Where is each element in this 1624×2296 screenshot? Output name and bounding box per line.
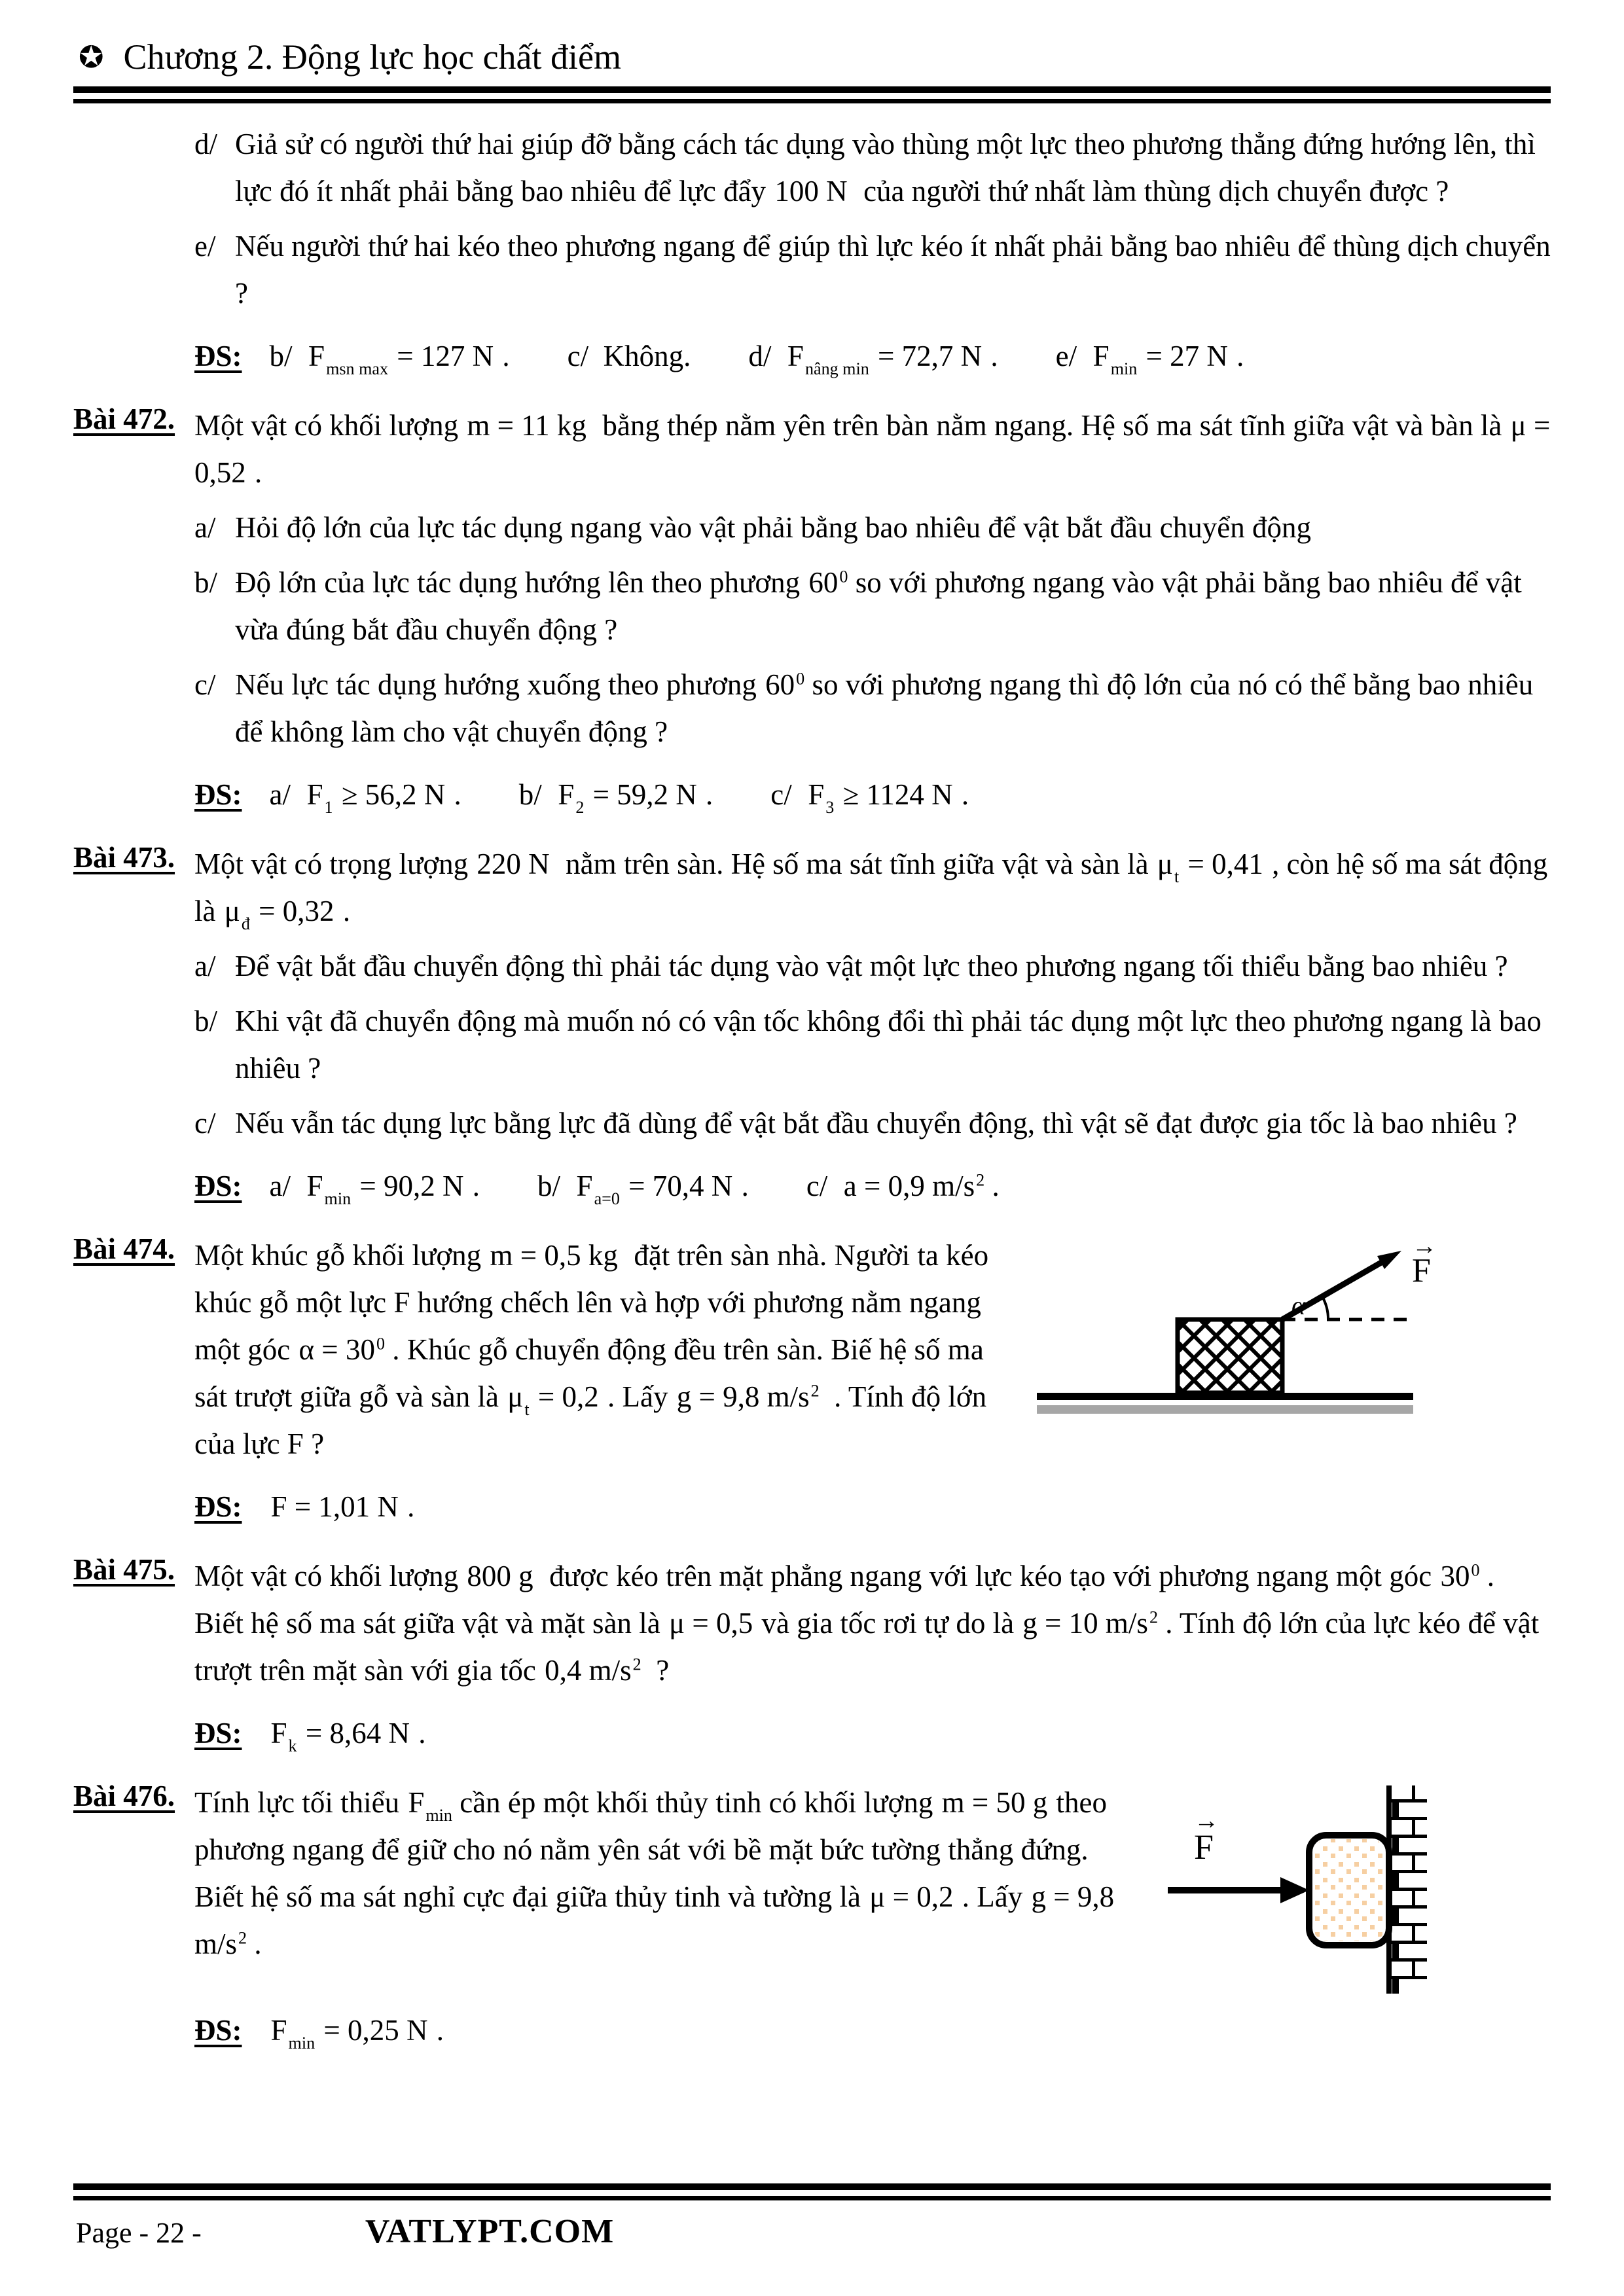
text-segment: F <box>306 778 323 811</box>
text-segment: . Biết hệ số ma sát giữa vật và mặt sàn là <box>194 1560 1502 1640</box>
text-segment: = 90,2 N <box>352 1170 464 1202</box>
text-segment: μ <box>507 1380 524 1413</box>
text-segment: min <box>288 2034 316 2053</box>
text-segment: . Lấy <box>954 1880 1030 1913</box>
text-segment: = 8,64 N <box>298 1717 410 1749</box>
problem-label <box>73 120 194 380</box>
part-a <box>194 942 1551 990</box>
text-segment: b/ <box>269 340 308 372</box>
problem-474 <box>73 1232 1551 1530</box>
footer-site-name: VATLYPT.COM <box>365 2213 615 2250</box>
problem-body <box>194 1232 1551 1530</box>
glass-block-dots <box>1313 1839 1385 1941</box>
problem-475 <box>73 1552 1551 1757</box>
text-segment: Một vật có trọng lượng <box>194 848 476 880</box>
vector-arrow-icon: → <box>1412 1236 1437 1260</box>
text-segment: F <box>808 778 825 811</box>
answer-item <box>770 778 969 817</box>
text-segment: . <box>247 456 262 489</box>
text-segment: . <box>1229 340 1244 372</box>
answer-item <box>537 1170 749 1209</box>
part-marker: a/ <box>194 950 216 982</box>
part-text <box>235 223 1558 317</box>
part-marker: a/ <box>194 511 216 544</box>
part-marker: d/ <box>194 128 218 160</box>
part-marker: c/ <box>194 1107 216 1139</box>
text-segment: = 127 N <box>389 340 494 372</box>
chapter-title: Chương 2. Động lực học chất điểm <box>123 37 622 77</box>
text-segment: Tính lực tối thiểu <box>194 1786 407 1819</box>
text-segment: msn max <box>326 359 389 379</box>
answer-item <box>269 778 461 817</box>
text-segment: F <box>308 340 325 372</box>
answer-label: ĐS: <box>194 340 242 372</box>
text-segment: e/ <box>1055 340 1092 372</box>
part-text <box>235 120 1551 215</box>
text-segment: = 0,2 <box>530 1380 599 1413</box>
part-text <box>235 1100 1551 1147</box>
text-segment: 1 <box>324 798 333 817</box>
part-text <box>235 661 1551 755</box>
text-segment: m = 11 kg <box>467 409 586 442</box>
text-segment: c/ Không. <box>567 340 691 372</box>
text-segment: . <box>954 778 969 811</box>
text-segment: 0 <box>839 567 848 586</box>
text-segment: m = 0,5 kg <box>490 1239 618 1272</box>
answer-label: ĐS: <box>194 1170 242 1202</box>
text-segment: Khi vật đã chuyển động mà muốn nó có vận tốc không đổi thì phải tác dụng một lực theo phương ngang là bao nhiêu ? <box>235 1005 1549 1085</box>
answer-item <box>270 1717 426 1756</box>
text-segment: Một vật có khối lượng <box>194 1560 466 1592</box>
answer-item <box>270 1490 415 1523</box>
answer-items <box>270 1483 1551 1530</box>
text-segment: t <box>1174 867 1180 887</box>
text-segment: ? <box>641 1654 670 1687</box>
text-segment: Giả sử có người thứ hai giúp đỡ bằng cách tác dụng vào thùng một lực theo phương thẳng đứng hướng lên, thì lực đó ít nhất phải bằng bao nhiêu để lực đẩy <box>235 128 1543 207</box>
text-segment: . Tính độ lớn của lực kéo để vật trượt trên mặt sàn với gia tốc <box>194 1607 1547 1687</box>
force-label: F <box>1412 1252 1431 1289</box>
text-segment: 2 <box>810 1381 820 1401</box>
figure-block-pulled-at-angle <box>1027 1236 1485 1432</box>
header-double-rule <box>73 86 1551 103</box>
problem-label: Bài 474. <box>73 1232 175 1265</box>
answer-items <box>270 332 1551 380</box>
text-segment: F <box>787 340 804 372</box>
text-segment: c/ <box>806 1170 842 1202</box>
problem-476 <box>73 1779 1551 2054</box>
text-segment: g = 10 m/s <box>1022 1607 1148 1640</box>
text-segment: 30 <box>1440 1560 1470 1592</box>
text-segment: Nếu vẫn tác dụng lực bằng lực đã dùng để vật bắt đầu chuyển động, thì vật sẽ đạt được gia tốc là bao nhiêu ? <box>235 1107 1517 1139</box>
text-segment: min <box>324 1189 352 1209</box>
vector-arrow-icon: → <box>1194 1807 1219 1835</box>
text-segment: Một khúc gỗ khối lượng <box>194 1239 489 1272</box>
text-segment: min <box>1110 359 1138 379</box>
answer-label: ĐS: <box>194 1717 242 1749</box>
text-segment: 800 g <box>467 1560 533 1592</box>
text-segment: a=0 <box>594 1189 620 1209</box>
problem-label: Bài 476. <box>73 1780 175 1812</box>
text-segment: đặt trên sàn nhà. Người ta kéo khúc gỗ một lực F hướng chếch lên và hợp với phương nằm ngang một góc <box>194 1239 996 1366</box>
brick-wall-hatch <box>1392 1785 1427 1994</box>
part-marker: b/ <box>194 566 218 599</box>
text-segment: bằng thép nằm yên trên bàn nằm ngang. Hệ số ma sát tĩnh giữa vật và bàn là <box>587 409 1509 442</box>
answer-item <box>1055 340 1244 379</box>
answer-items <box>270 771 1551 818</box>
wood-block <box>1178 1319 1282 1393</box>
part-d <box>194 120 1551 215</box>
text-segment: = 0,25 N <box>316 2014 428 2047</box>
text-segment: . Khúc gỗ chuyển động đều trên sàn. Biế hệ số ma sát trượt giữa gỗ và sàn là <box>194 1333 992 1413</box>
answer-items <box>270 1162 1551 1210</box>
answer-line <box>194 1710 1551 1757</box>
text-segment: μ = 0,5 <box>668 1607 753 1640</box>
force-arrowhead <box>1280 1877 1309 1903</box>
problem-472 <box>73 402 1558 818</box>
text-segment: = 0,41 <box>1180 848 1263 880</box>
text-segment: 220 N <box>477 848 550 880</box>
problem-label: Bài 472. <box>73 403 175 435</box>
text-segment: so với phương ngang thì độ lớn của nó có thể bằng bao nhiêu để không làm cho vật chuyển động ? <box>235 668 1541 748</box>
answer-label: ĐS: <box>194 2014 242 2047</box>
text-segment: ≥ 1124 N <box>835 778 953 811</box>
text-segment: Hỏi độ lớn của lực tác dụng ngang vào vật phải bằng bao nhiêu để vật bắt đầu chuyển động <box>235 511 1311 544</box>
answer-items <box>270 1710 1551 1757</box>
text-segment: F <box>408 1786 425 1819</box>
text-segment: 100 N <box>774 175 848 207</box>
text-segment: d/ <box>748 340 786 372</box>
angle-arc <box>1322 1297 1328 1319</box>
text-segment: = 59,2 N <box>585 778 697 811</box>
text-segment: . <box>984 1170 1000 1202</box>
text-segment: b/ <box>537 1170 575 1202</box>
text-segment: 2 <box>976 1170 985 1190</box>
text-segment: = 72,7 N <box>870 340 983 372</box>
text-segment: . <box>410 1717 426 1749</box>
text-segment: F <box>558 778 575 811</box>
text-segment: 0 <box>1471 1560 1480 1580</box>
text-segment: . <box>335 895 351 927</box>
star-ornament-icon: ✪ <box>79 41 104 74</box>
part-text <box>235 559 1551 653</box>
text-segment: min <box>425 1806 452 1825</box>
answer-item <box>806 1170 1000 1202</box>
text-segment: . <box>698 778 713 811</box>
text-segment: cần ép một khối thủy tinh có khối lượng <box>452 1786 941 1819</box>
text-segment: được kéo trên mặt phẳng ngang với lực kéo tạo với phương ngang một góc <box>534 1560 1439 1592</box>
angle-label: α <box>1291 1291 1305 1320</box>
text-segment: . <box>247 1928 262 1960</box>
text-segment: μ = 0,52 <box>194 409 1558 489</box>
text-segment: . <box>446 778 461 811</box>
problem-statement <box>194 1552 1551 1694</box>
text-segment: Nếu người thứ hai kéo theo phương ngang để giúp thì lực kéo ít nhất phải bằng bao nhiêu để thùng dịch chuyển ? <box>235 230 1558 310</box>
text-segment: . Tính độ lớn của lực F ? <box>194 1380 994 1460</box>
text-segment: F <box>270 2014 287 2047</box>
text-segment: μ <box>1157 848 1173 880</box>
text-segment: 0 <box>796 669 805 689</box>
text-segment: đ <box>241 914 250 934</box>
text-segment: và gia tốc rơi tự do là <box>754 1607 1022 1640</box>
text-segment: . <box>495 340 510 372</box>
text-segment: b/ <box>518 778 557 811</box>
part-marker: e/ <box>194 230 216 262</box>
problem-body <box>194 402 1558 818</box>
text-segment: 60 <box>808 566 839 599</box>
text-segment: k <box>288 1736 297 1756</box>
text-segment: 2 <box>632 1655 641 1674</box>
text-segment: t <box>524 1400 530 1420</box>
answer-line <box>194 2007 1551 2054</box>
problem-body <box>194 1552 1551 1757</box>
force-arrowhead <box>1377 1251 1401 1269</box>
text-segment: ≥ 56,2 N <box>334 778 446 811</box>
text-segment: theo phương ngang để giữ cho nó nằm yên sát với bề mặt bức tường thẳng đứng. Biết hệ số ma sát nghỉ cực đại giữa thủy tinh và tường là <box>194 1786 1115 1913</box>
part-c <box>194 1100 1551 1147</box>
text-segment: g = 9,8 m/s <box>676 1380 810 1413</box>
text-segment: Độ lớn của lực tác dụng hướng lên theo phương <box>235 566 808 599</box>
problem-473 <box>73 840 1555 1210</box>
text-segment: c/ <box>770 778 807 811</box>
text-segment: F <box>576 1170 593 1202</box>
answer-item <box>518 778 713 817</box>
text-segment: của người thứ nhất làm thùng dịch chuyển được ? <box>848 175 1449 207</box>
part-c <box>194 661 1551 755</box>
text-segment: 2 <box>1149 1607 1158 1627</box>
page-footer <box>73 2183 1551 2251</box>
problem-body <box>194 120 1558 380</box>
answer-line <box>194 332 1551 380</box>
footer-double-rule <box>73 2183 1551 2200</box>
text-segment: Nếu lực tác dụng hướng xuống theo phương <box>235 668 765 701</box>
answer-line <box>194 1483 1551 1530</box>
answer-label: ĐS: <box>194 1490 242 1523</box>
text-segment: a/ <box>269 778 306 811</box>
problem-label: Bài 473. <box>73 841 175 874</box>
chapter-header <box>73 37 1551 77</box>
text-segment: 2 <box>575 798 585 817</box>
text-segment: Để vật bắt đầu chuyển động thì phải tác dụng vào vật một lực theo phương ngang tối thiểu bằng bao nhiêu ? <box>235 950 1508 982</box>
text-segment: F <box>306 1170 323 1202</box>
answer-item <box>269 340 510 379</box>
footer-row <box>73 2212 1551 2251</box>
figure-glass-pressed-on-wall <box>1148 1782 1489 1998</box>
text-segment: so với phương ngang vào vật phải bằng bao nhiêu để vật vừa đúng bắt đầu chuyển động ? <box>235 566 1529 646</box>
text-segment: = 70,4 N <box>621 1170 733 1202</box>
text-segment: . <box>983 340 998 372</box>
part-marker: b/ <box>194 1005 218 1037</box>
text-segment: 3 <box>825 798 835 817</box>
force-label: F <box>1194 1827 1214 1867</box>
problem-statement <box>194 840 1555 935</box>
part-text <box>235 942 1551 990</box>
problem-label: Bài 475. <box>73 1553 175 1586</box>
problem-body <box>194 1779 1551 2054</box>
answer-item <box>270 2014 444 2053</box>
ground-shadow-line <box>1037 1405 1413 1414</box>
answer-item <box>568 340 691 372</box>
text-segment: . Lấy <box>600 1380 676 1413</box>
answer-items <box>270 2007 1551 2054</box>
text-segment: α = 30 <box>298 1333 375 1366</box>
text-segment: 0,4 m/s <box>545 1654 632 1687</box>
answer-item <box>748 340 998 379</box>
part-a <box>194 504 1551 551</box>
text-segment: nằm trên sàn. Hệ số ma sát tĩnh giữa vật và sàn là <box>550 848 1156 880</box>
text-segment: 0 <box>376 1334 385 1354</box>
text-segment: . <box>734 1170 749 1202</box>
text-segment: F = 1,01 N <box>270 1490 399 1523</box>
part-b <box>194 559 1551 653</box>
text-segment: Một vật có khối lượng <box>194 409 466 442</box>
answer-line <box>194 771 1551 818</box>
part-b <box>194 997 1551 1092</box>
text-segment: . <box>465 1170 480 1202</box>
text-segment: nâng min <box>804 359 869 379</box>
text-segment: 60 <box>765 668 795 701</box>
answer-item <box>269 1170 480 1209</box>
part-e <box>194 223 1558 317</box>
text-segment: m = 50 g <box>941 1786 1048 1819</box>
answer-label: ĐS: <box>194 778 242 811</box>
problem-statement <box>194 402 1558 496</box>
text-segment: a = 0,9 m/s <box>843 1170 975 1202</box>
answer-line <box>194 1162 1551 1210</box>
text-segment: = 27 N <box>1138 340 1228 372</box>
text-segment: 2 <box>238 1928 247 1948</box>
problem-body <box>194 840 1555 1210</box>
text-segment: μ = 0,2 <box>869 1880 954 1913</box>
problem-continuation <box>73 120 1558 380</box>
text-segment: a/ <box>269 1170 306 1202</box>
part-text <box>235 504 1551 551</box>
text-segment: . <box>429 2014 444 2047</box>
footer-page-number: Page - 22 - <box>76 2217 202 2249</box>
text-segment: , còn hệ số ma sát động là <box>194 848 1555 927</box>
text-segment: F <box>270 1717 287 1749</box>
part-text <box>235 997 1551 1092</box>
text-segment: . <box>399 1490 415 1523</box>
part-marker: c/ <box>194 668 216 701</box>
text-segment: g = 9,8 m/s <box>194 1880 1122 1960</box>
text-segment: F <box>1092 340 1110 372</box>
text-segment: = 0,32 <box>251 895 334 927</box>
text-segment: μ <box>224 895 240 927</box>
